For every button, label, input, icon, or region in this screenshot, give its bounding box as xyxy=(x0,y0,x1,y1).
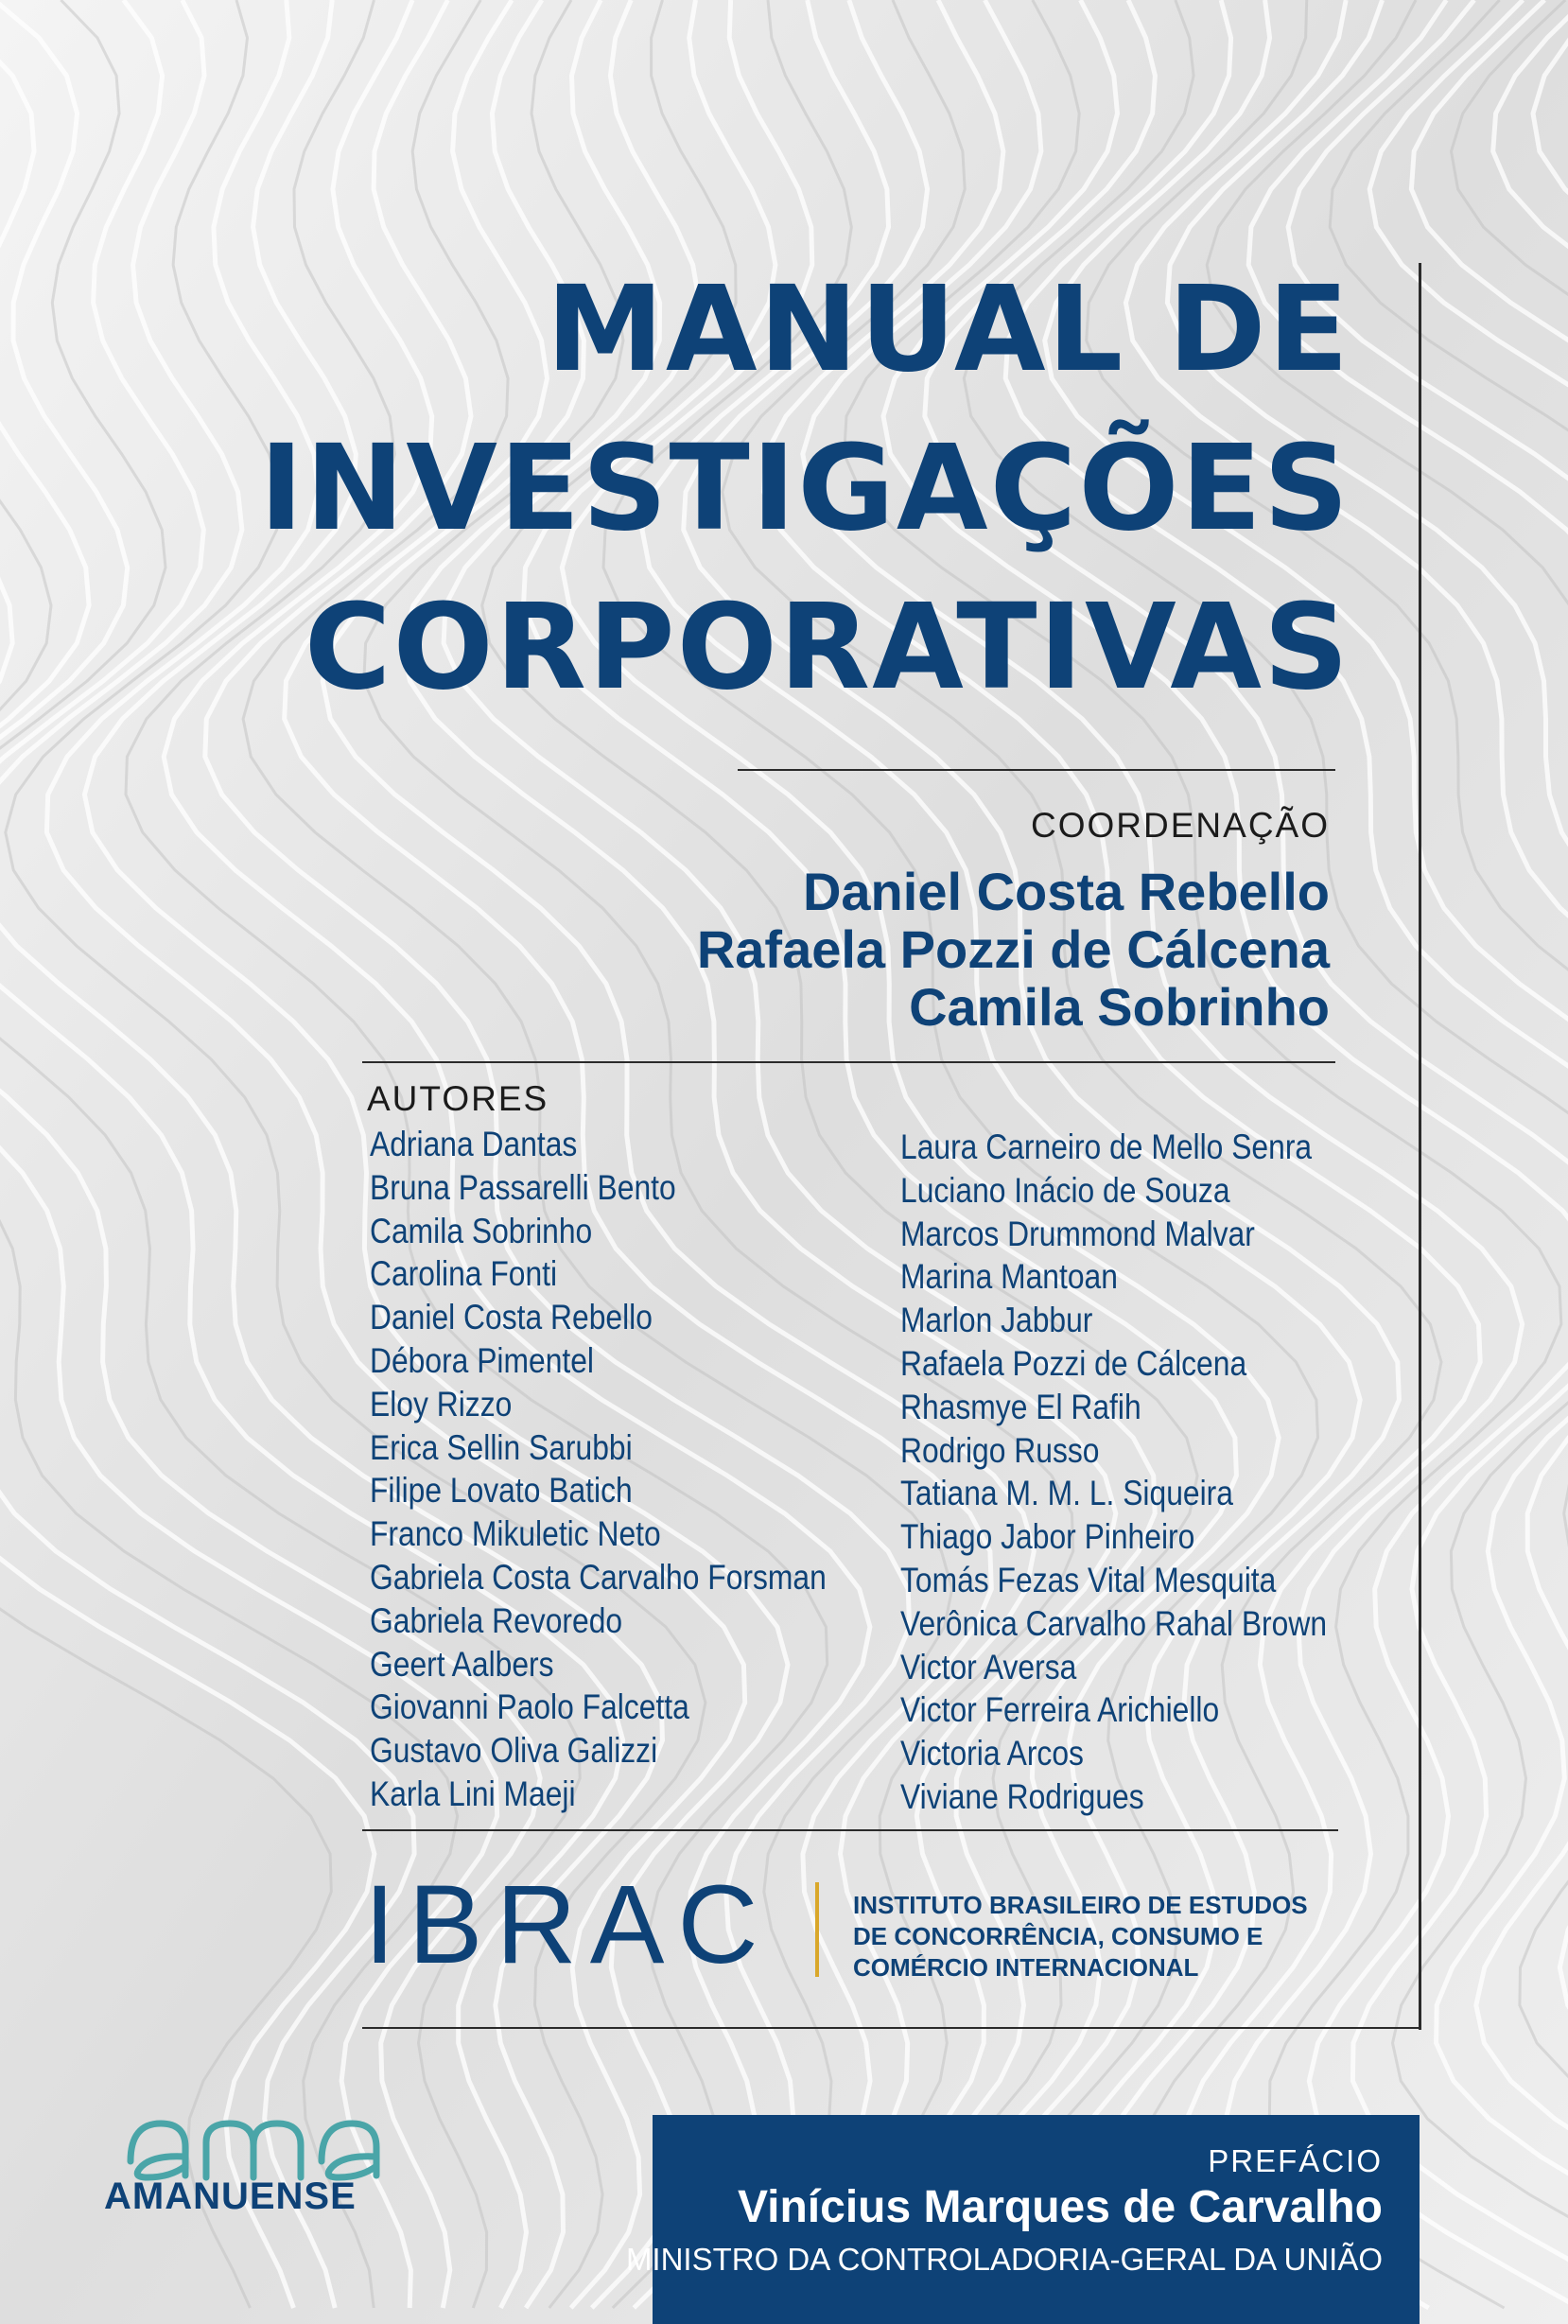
author-name: Marcos Drummond Malvar xyxy=(900,1214,1255,1253)
ibrac-desc-line: DE CONCORRÊNCIA, CONSUMO E xyxy=(853,1922,1263,1950)
author-name: Camila Sobrinho xyxy=(370,1211,593,1250)
rule-above-authors xyxy=(362,1061,1335,1063)
rule-below-ibrac xyxy=(362,2027,1420,2029)
author-name: Adriana Dantas xyxy=(370,1125,578,1163)
authors-list-right xyxy=(900,1126,1396,1819)
author-name: Franco Mikuletic Neto xyxy=(370,1514,661,1554)
author-name: Filipe Lovato Batich xyxy=(370,1471,633,1511)
preface-box xyxy=(625,2115,1420,2324)
author-name: Tatiana M. M. L. Siqueira xyxy=(900,1474,1233,1513)
author-name: Luciano Inácio de Souza xyxy=(900,1170,1230,1210)
author-name: Rodrigo Russo xyxy=(900,1430,1100,1470)
author-name: Victor Ferreira Arichiello xyxy=(900,1690,1220,1730)
title-line-3: CORPORATIVAS xyxy=(304,579,1350,716)
coordinator-name: Rafaela Pozzi de Cálcena xyxy=(696,919,1330,979)
author-name: Laura Carneiro de Mello Senra xyxy=(900,1127,1313,1166)
preface-label: PREFÁCIO xyxy=(1208,2143,1383,2178)
author-name: Victoria Arcos xyxy=(900,1734,1084,1774)
title-line-1: MANUAL DE xyxy=(546,261,1350,398)
author-name: Marlon Jabbur xyxy=(900,1301,1093,1340)
authors-label: AUTORES xyxy=(367,1079,549,1118)
author-name: Carolina Fonti xyxy=(370,1254,558,1294)
ibrac-logo: IBRAC xyxy=(364,1862,772,1987)
author-name: Karla Lini Maeji xyxy=(370,1774,576,1813)
author-name: Rhasmye El Rafih xyxy=(900,1387,1141,1426)
title-line-2: INVESTIGAÇÕES xyxy=(259,420,1350,557)
rule-above-ibrac xyxy=(362,1829,1338,1831)
authors-list-left xyxy=(370,1123,900,1816)
author-name: Rafaela Pozzi de Cálcena xyxy=(900,1343,1247,1383)
author-name: Erica Sellin Sarubbi xyxy=(370,1427,633,1467)
author-name: Verônica Carvalho Rahal Brown xyxy=(900,1603,1328,1643)
author-name: Bruna Passarelli Bento xyxy=(370,1167,676,1207)
coordinator-name: Camila Sobrinho xyxy=(909,977,1330,1037)
author-name: Gabriela Costa Carvalho Forsman xyxy=(370,1557,827,1597)
author-name: Daniel Costa Rebello xyxy=(370,1298,653,1337)
author-name: Geert Aalbers xyxy=(370,1644,554,1684)
rule-above-coordination xyxy=(738,769,1335,771)
ibrac-divider xyxy=(815,1882,819,1977)
author-name: Gabriela Revoredo xyxy=(370,1600,623,1640)
author-name: Débora Pimentel xyxy=(370,1340,595,1380)
author-name: Thiago Jabor Pinheiro xyxy=(900,1517,1195,1557)
author-name: Eloy Rizzo xyxy=(370,1384,513,1424)
ibrac-desc-line: COMÉRCIO INTERNACIONAL xyxy=(853,1953,1199,1982)
coordinator-name: Daniel Costa Rebello xyxy=(802,862,1330,921)
book-title xyxy=(26,251,1350,727)
author-name: Viviane Rodrigues xyxy=(900,1776,1144,1816)
author-name: Tomás Fezas Vital Mesquita xyxy=(900,1560,1277,1599)
author-name: Marina Mantoan xyxy=(900,1257,1118,1297)
author-name: Victor Aversa xyxy=(900,1647,1077,1686)
author-name: Giovanni Paolo Falcetta xyxy=(370,1687,689,1727)
preface-author: Vinícius Marques de Carvalho xyxy=(737,2182,1383,2232)
preface-author-role: MINISTRO DA CONTROLADORIA-GERAL DA UNIÃO xyxy=(625,2242,1383,2277)
coordination-label: COORDENAÇÃO xyxy=(1031,806,1330,845)
author-name: Gustavo Oliva Galizzi xyxy=(370,1731,658,1771)
vertical-rule xyxy=(1419,263,1421,2030)
ibrac-desc-line: INSTITUTO BRASILEIRO DE ESTUDOS xyxy=(853,1891,1308,1919)
publisher-name: AMANUENSE xyxy=(104,2175,357,2217)
ibrac-description xyxy=(853,1890,1308,1983)
